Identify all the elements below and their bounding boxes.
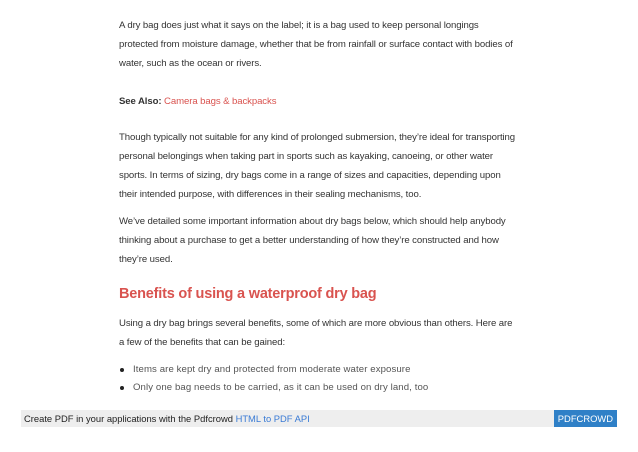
footer-text bbox=[24, 410, 310, 427]
see-also-label: See Also: bbox=[119, 96, 162, 107]
list-item-text: Items are kept dry and protected from moderate water exposure bbox=[133, 364, 411, 375]
intro-paragraph: A dry bag does just what it says on the label; it is a bag used to keep personal longings protected from moisture damage, whether that be from rainfall or surface contact with bodies of water, such as the ocean or rivers. bbox=[119, 20, 513, 69]
sizing-paragraph: Though typically not suitable for any kind of prolonged submersion, they’re ideal for transporting personal belongings when taking part in sports such as kayaking, canoeing, or other water sports. In terms of sizing, dry bags come in a range of sizes and capacities, depending upon their intended purpose, with differences in their sealing mechanisms, too. bbox=[119, 132, 516, 200]
details-paragraph: We’ve detailed some important information about dry bags below, which should help anybody thinking about a purchase to get a better understanding of how they’re constructed and how they’re used. bbox=[119, 216, 506, 265]
bullet-icon bbox=[120, 368, 124, 372]
section-heading: Benefits of using a waterproof dry bag bbox=[119, 286, 377, 302]
pdfcrowd-footer bbox=[21, 410, 617, 427]
see-also-link[interactable]: Camera bags & backpacks bbox=[164, 96, 277, 107]
pdfcrowd-brand-button[interactable]: PDFCROWD bbox=[554, 410, 617, 427]
list-item bbox=[119, 361, 519, 379]
list-item bbox=[119, 379, 519, 397]
list-item-text: Only one bag needs to be carried, as it can be used on dry land, too bbox=[133, 382, 429, 393]
benefits-intro-paragraph: Using a dry bag brings several benefits, some of which are more obvious than others. Here are a few of the benefits that can be gained: bbox=[119, 318, 513, 348]
footer-caption: Create PDF in your applications with the Pdfcrowd bbox=[24, 413, 233, 424]
see-also-line bbox=[119, 92, 519, 111]
html-to-pdf-api-link[interactable]: HTML to PDF API bbox=[235, 413, 310, 424]
benefits-list bbox=[119, 361, 519, 397]
bullet-icon bbox=[120, 386, 124, 390]
